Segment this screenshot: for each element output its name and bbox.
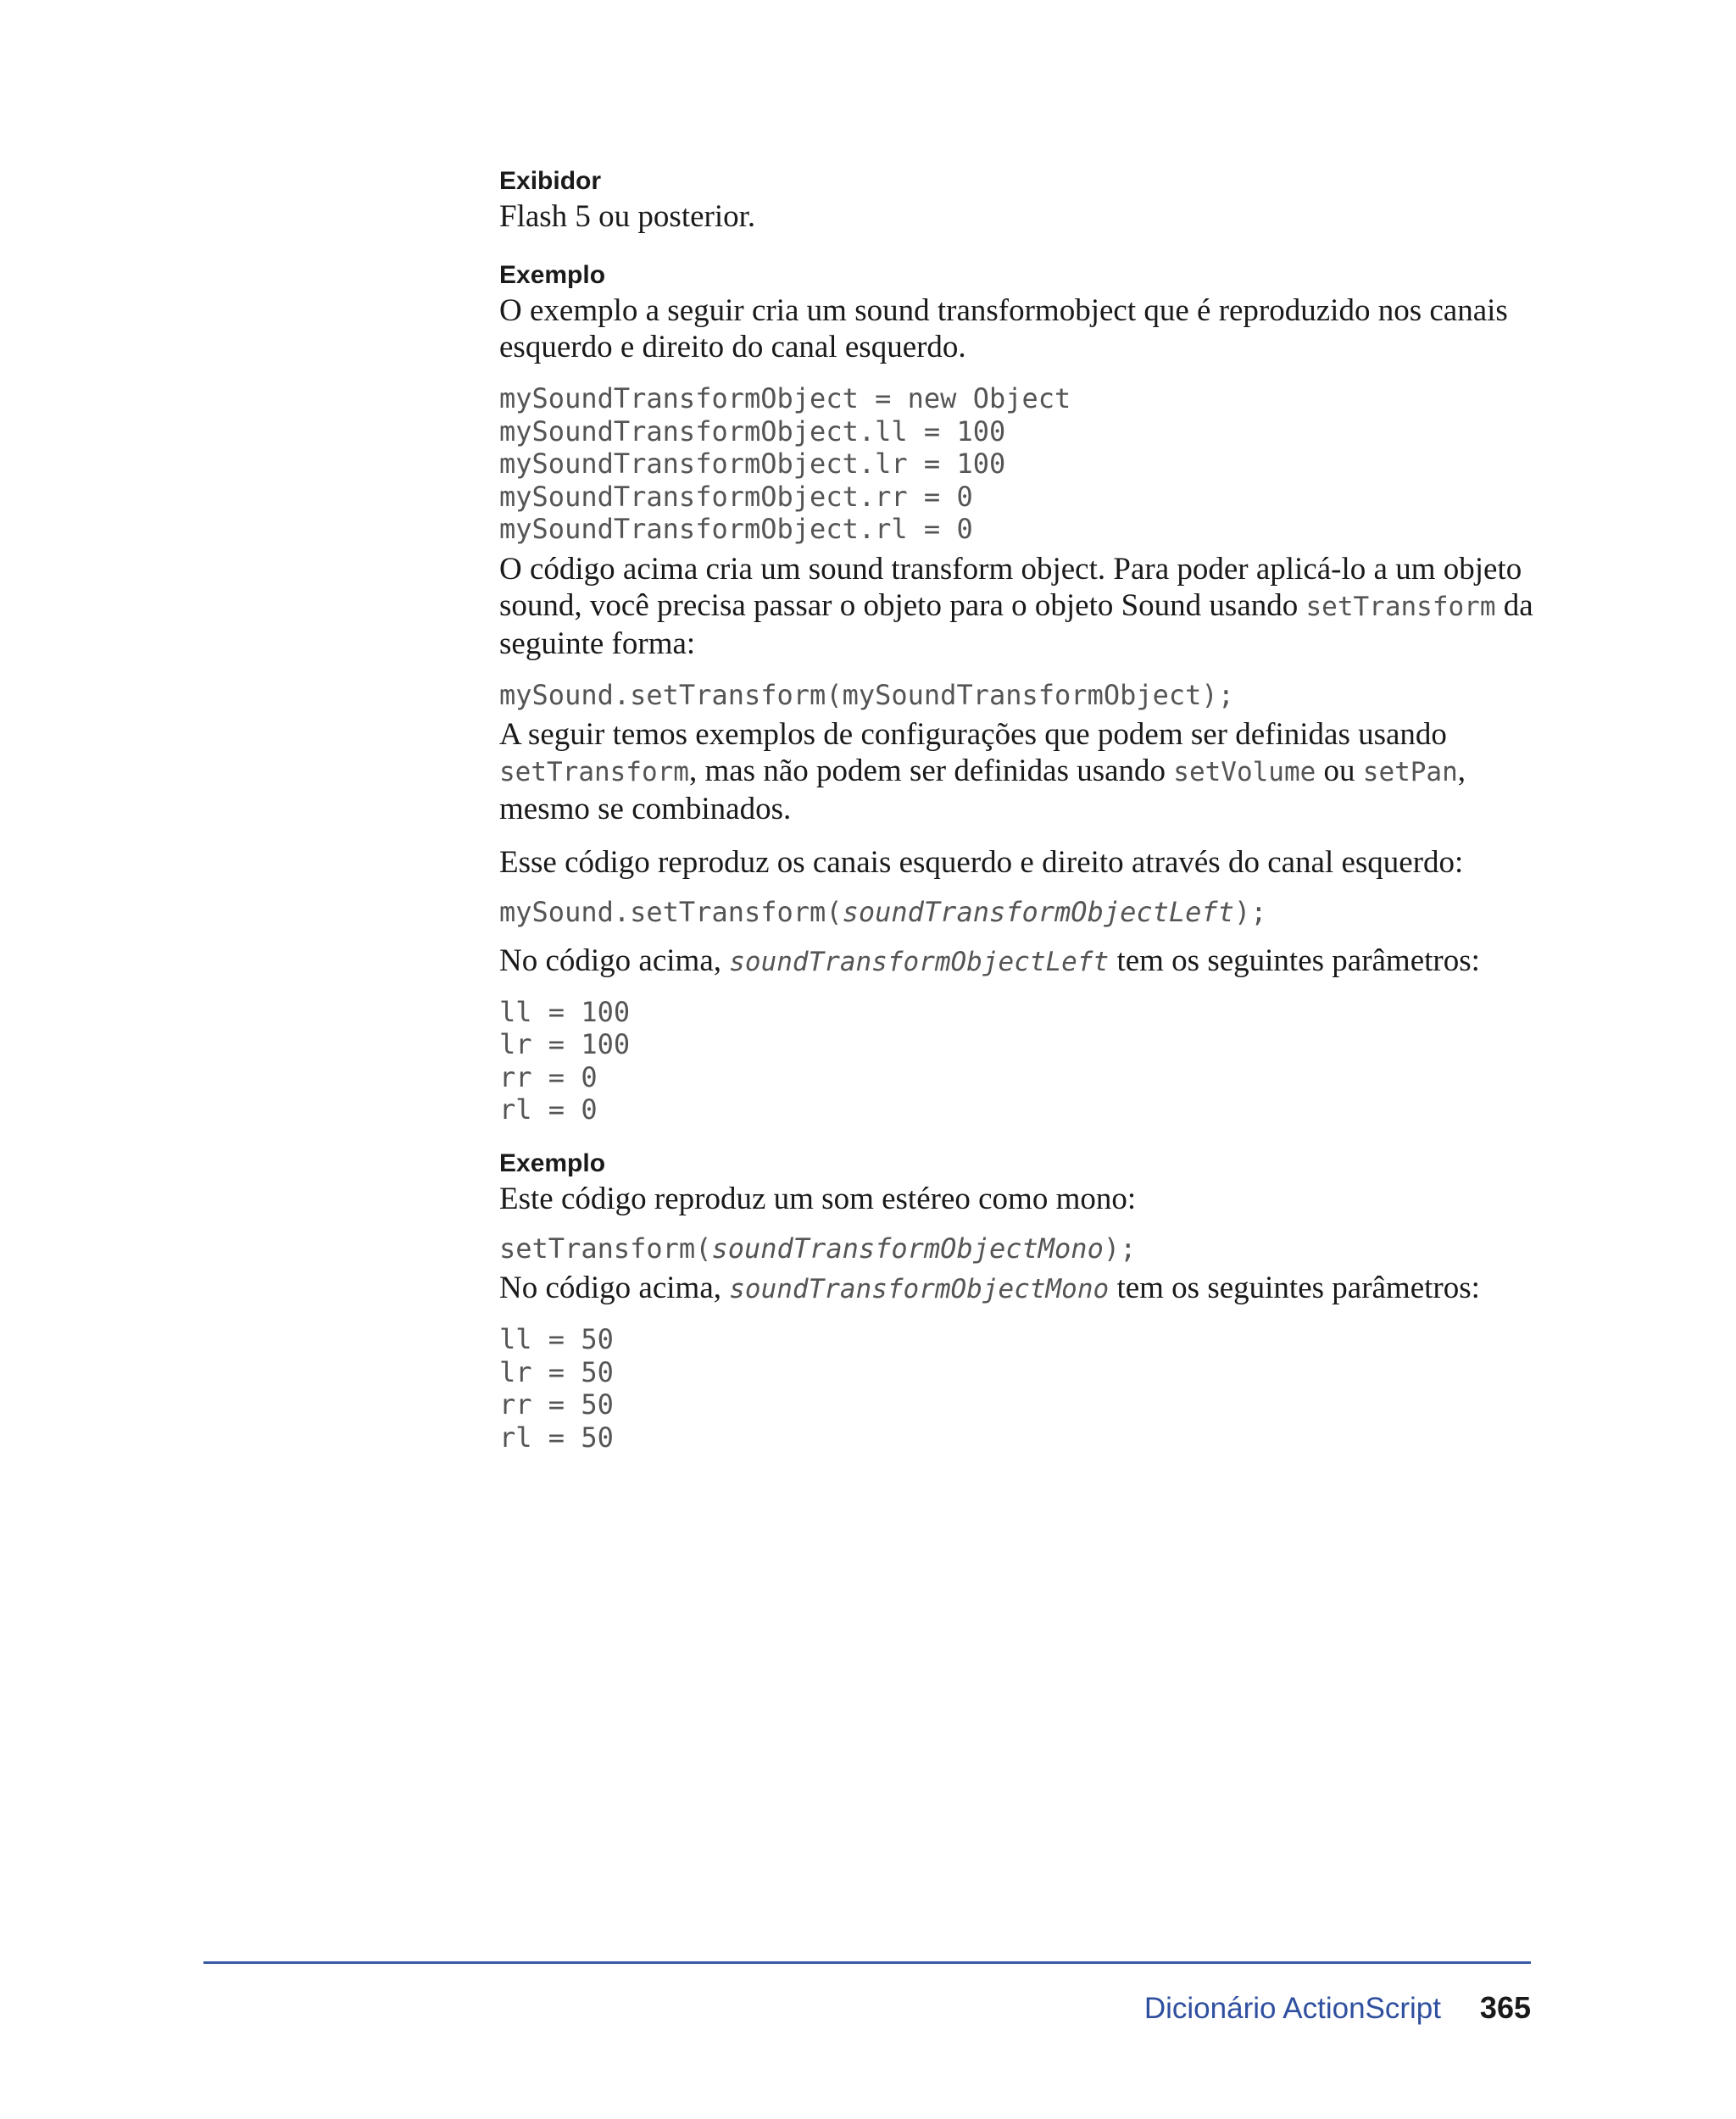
inline-code: setTransform — [1305, 591, 1496, 622]
params-block-mono — [499, 1323, 1538, 1454]
paragraph-settings — [499, 716, 1538, 827]
footer-divider — [203, 1961, 1531, 1964]
page-number: 365 — [1479, 1990, 1531, 2025]
text-run: da seguinte forma: — [499, 587, 1533, 661]
text-run: tem os seguintes parâmetros: — [1109, 943, 1480, 978]
param-line: rl = 0 — [499, 1093, 598, 1126]
text-run: No código acima, — [499, 1271, 730, 1305]
code-line: mySoundTransformObject.ll = 100 — [499, 414, 1006, 448]
paragraph-transform-object — [499, 551, 1538, 662]
text-run: No código acima, — [499, 943, 730, 978]
text-run: , mas não podem ser definidas usando — [688, 754, 1174, 788]
text-run: O código acima cria um sound transform object. Para poder aplicá-lo a um objeto sound, você precisa passar o objeto para o objeto Sound usando — [499, 551, 1522, 623]
param-line: ll = 100 — [499, 995, 631, 1028]
text-run: tem os seguintes parâmetros: — [1109, 1271, 1480, 1305]
param-line: lr = 100 — [499, 1028, 631, 1060]
inline-code: soundTransformObjectLeft — [729, 946, 1110, 977]
heading-example-2: Exemplo — [499, 1148, 606, 1177]
page-content — [499, 166, 1538, 1454]
heading-player: Exibidor — [499, 167, 602, 195]
inline-code: soundTransformObjectMono — [729, 1274, 1110, 1304]
example-2-intro: Este código reproduz um som estéreo como mono: — [499, 1181, 1137, 1216]
paragraph-mono-params — [499, 1270, 1538, 1308]
param-line: lr = 50 — [499, 1355, 614, 1388]
inline-code: setTransform — [499, 757, 689, 787]
code-line: mySoundTransformObject.rl = 0 — [499, 513, 973, 545]
code-run: ); — [1103, 1232, 1137, 1265]
param-line: rr = 0 — [499, 1060, 598, 1093]
example-1-intro: O exemplo a seguir cria um sound transformobject que é reproduzido nos canais esquerdo e direito do canal esquerdo. — [499, 293, 1508, 364]
heading-example-1: Exemplo — [499, 261, 606, 289]
code-run: ); — [1233, 896, 1267, 928]
code-line: mySoundTransformObject.lr = 100 — [499, 448, 1006, 480]
params-block-left — [499, 996, 1538, 1126]
param-line: rl = 50 — [499, 1421, 614, 1454]
player-text: Flash 5 ou posterior. — [499, 199, 756, 234]
paragraph-left-channel: Esse código reproduz os canais esquerdo e direito através do canal esquerdo: — [499, 845, 1464, 880]
inline-code: setPan — [1362, 757, 1458, 787]
code-argument: soundTransformObjectLeft — [842, 896, 1234, 928]
footer-title: Dicionário ActionScript — [1143, 1992, 1441, 2025]
code-block-1 — [499, 382, 1538, 546]
code-line: mySoundTransformObject = new Object — [499, 382, 1071, 414]
text-run: ou — [1316, 754, 1363, 788]
code-argument: soundTransformObjectMono — [711, 1232, 1104, 1265]
code-block-3 — [499, 896, 1538, 929]
inline-code: setVolume — [1173, 757, 1316, 787]
code-run: mySound.setTransform( — [499, 896, 843, 928]
code-block-4 — [499, 1232, 1538, 1265]
code-line: mySoundTransformObject.rr = 0 — [499, 480, 973, 513]
code-block-2: mySound.setTransform(mySoundTransformObject); — [499, 678, 1234, 711]
param-line: rr = 50 — [499, 1388, 614, 1421]
text-run: , mesmo se combinados. — [499, 754, 1466, 826]
text-run: A seguir temos exemplos de configurações que podem ser definidas usando — [499, 717, 1447, 752]
code-run: setTransform( — [499, 1232, 712, 1265]
paragraph-left-params — [499, 943, 1538, 981]
param-line: ll = 50 — [499, 1323, 614, 1355]
